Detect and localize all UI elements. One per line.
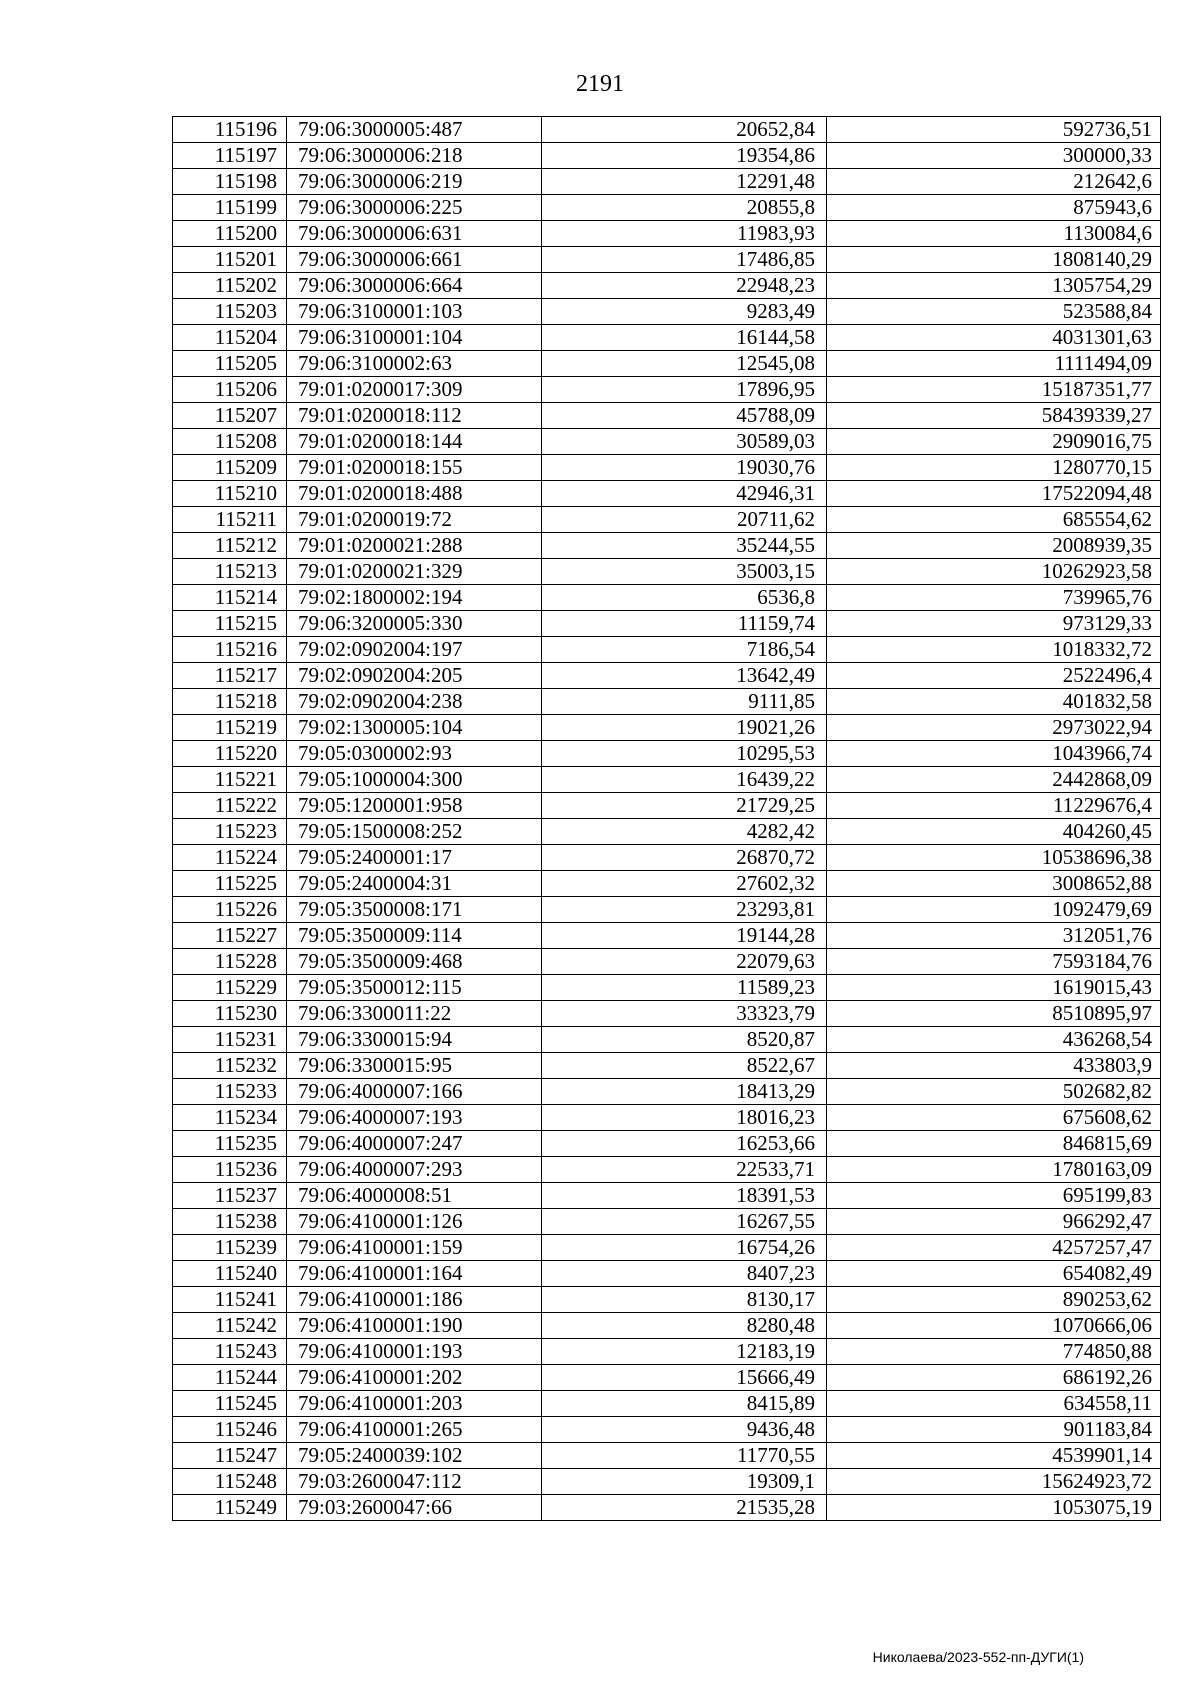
area-cell: 8522,67 <box>542 1053 827 1079</box>
cadastral-number-cell: 79:06:4100001:164 <box>287 1261 542 1287</box>
value-cell: 404260,45 <box>827 819 1161 845</box>
area-cell: 21729,25 <box>542 793 827 819</box>
value-cell: 401832,58 <box>827 689 1161 715</box>
row-number-cell: 115220 <box>173 741 287 767</box>
value-cell: 1092479,69 <box>827 897 1161 923</box>
value-cell: 2522496,4 <box>827 663 1161 689</box>
table-row <box>173 1391 1161 1417</box>
area-cell: 16144,58 <box>542 325 827 351</box>
cadastral-number-cell: 79:06:3300015:94 <box>287 1027 542 1053</box>
table-row <box>173 845 1161 871</box>
value-cell: 1053075,19 <box>827 1495 1161 1521</box>
cadastral-number-cell: 79:06:4100001:193 <box>287 1339 542 1365</box>
area-cell: 13642,49 <box>542 663 827 689</box>
cadastral-number-cell: 79:06:4000007:247 <box>287 1131 542 1157</box>
area-cell: 7186,54 <box>542 637 827 663</box>
area-cell: 8520,87 <box>542 1027 827 1053</box>
table-row <box>173 1443 1161 1469</box>
row-number-cell: 115238 <box>173 1209 287 1235</box>
area-cell: 9436,48 <box>542 1417 827 1443</box>
area-cell: 19354,86 <box>542 143 827 169</box>
cadastral-number-cell: 79:01:0200018:144 <box>287 429 542 455</box>
table-row <box>173 481 1161 507</box>
cadastral-number-cell: 79:05:3500009:468 <box>287 949 542 975</box>
value-cell: 15624923,72 <box>827 1469 1161 1495</box>
value-cell: 966292,47 <box>827 1209 1161 1235</box>
cadastral-number-cell: 79:01:0200018:155 <box>287 455 542 481</box>
table-row <box>173 1053 1161 1079</box>
cadastral-number-cell: 79:05:2400004:31 <box>287 871 542 897</box>
row-number-cell: 115243 <box>173 1339 287 1365</box>
value-cell: 774850,88 <box>827 1339 1161 1365</box>
table-row <box>173 351 1161 377</box>
cadastral-number-cell: 79:06:4000007:166 <box>287 1079 542 1105</box>
table-row <box>173 819 1161 845</box>
table-row <box>173 169 1161 195</box>
value-cell: 502682,82 <box>827 1079 1161 1105</box>
cadastral-number-cell: 79:06:3300011:22 <box>287 1001 542 1027</box>
area-cell: 22948,23 <box>542 273 827 299</box>
row-number-cell: 115204 <box>173 325 287 351</box>
row-number-cell: 115197 <box>173 143 287 169</box>
row-number-cell: 115231 <box>173 1027 287 1053</box>
area-cell: 26870,72 <box>542 845 827 871</box>
area-cell: 20652,84 <box>542 117 827 143</box>
table-row <box>173 1417 1161 1443</box>
table-row <box>173 195 1161 221</box>
value-cell: 1280770,15 <box>827 455 1161 481</box>
cadastral-number-cell: 79:06:3100001:103 <box>287 299 542 325</box>
table-row <box>173 143 1161 169</box>
value-cell: 436268,54 <box>827 1027 1161 1053</box>
cadastral-number-cell: 79:06:4100001:190 <box>287 1313 542 1339</box>
value-cell: 1018332,72 <box>827 637 1161 663</box>
table-row <box>173 585 1161 611</box>
row-number-cell: 115207 <box>173 403 287 429</box>
table-row <box>173 1313 1161 1339</box>
row-number-cell: 115211 <box>173 507 287 533</box>
cadastral-number-cell: 79:06:4100001:126 <box>287 1209 542 1235</box>
cadastral-number-cell: 79:06:3000006:631 <box>287 221 542 247</box>
value-cell: 695199,83 <box>827 1183 1161 1209</box>
area-cell: 19030,76 <box>542 455 827 481</box>
value-cell: 675608,62 <box>827 1105 1161 1131</box>
cadastral-number-cell: 79:05:3500009:114 <box>287 923 542 949</box>
value-cell: 1043966,74 <box>827 741 1161 767</box>
area-cell: 9111,85 <box>542 689 827 715</box>
table-row <box>173 793 1161 819</box>
cadastral-number-cell: 79:05:2400039:102 <box>287 1443 542 1469</box>
row-number-cell: 115247 <box>173 1443 287 1469</box>
row-number-cell: 115232 <box>173 1053 287 1079</box>
row-number-cell: 115227 <box>173 923 287 949</box>
table-row <box>173 403 1161 429</box>
area-cell: 30589,03 <box>542 429 827 455</box>
area-cell: 16439,22 <box>542 767 827 793</box>
row-number-cell: 115210 <box>173 481 287 507</box>
value-cell: 901183,84 <box>827 1417 1161 1443</box>
value-cell: 8510895,97 <box>827 1001 1161 1027</box>
table-row <box>173 273 1161 299</box>
cadastral-number-cell: 79:06:3100002:63 <box>287 351 542 377</box>
row-number-cell: 115237 <box>173 1183 287 1209</box>
cadastral-number-cell: 79:01:0200018:488 <box>287 481 542 507</box>
value-cell: 1070666,06 <box>827 1313 1161 1339</box>
table-row <box>173 897 1161 923</box>
value-cell: 312051,76 <box>827 923 1161 949</box>
row-number-cell: 115229 <box>173 975 287 1001</box>
area-cell: 11159,74 <box>542 611 827 637</box>
table-row <box>173 1183 1161 1209</box>
cadastral-number-cell: 79:01:0200019:72 <box>287 507 542 533</box>
value-cell: 1130084,6 <box>827 221 1161 247</box>
area-cell: 4282,42 <box>542 819 827 845</box>
cadastral-number-cell: 79:06:4100001:203 <box>287 1391 542 1417</box>
row-number-cell: 115240 <box>173 1261 287 1287</box>
area-cell: 17896,95 <box>542 377 827 403</box>
row-number-cell: 115208 <box>173 429 287 455</box>
registry-table-body <box>173 117 1161 1521</box>
row-number-cell: 115205 <box>173 351 287 377</box>
area-cell: 23293,81 <box>542 897 827 923</box>
cadastral-number-cell: 79:05:1200001:958 <box>287 793 542 819</box>
row-number-cell: 115236 <box>173 1157 287 1183</box>
row-number-cell: 115216 <box>173 637 287 663</box>
value-cell: 2909016,75 <box>827 429 1161 455</box>
cadastral-number-cell: 79:05:1000004:300 <box>287 767 542 793</box>
area-cell: 9283,49 <box>542 299 827 325</box>
cadastral-number-cell: 79:06:3000005:487 <box>287 117 542 143</box>
value-cell: 212642,6 <box>827 169 1161 195</box>
table-row <box>173 247 1161 273</box>
cadastral-number-cell: 79:05:2400001:17 <box>287 845 542 871</box>
value-cell: 685554,62 <box>827 507 1161 533</box>
area-cell: 11983,93 <box>542 221 827 247</box>
value-cell: 1305754,29 <box>827 273 1161 299</box>
cadastral-number-cell: 79:02:0902004:205 <box>287 663 542 689</box>
table-row <box>173 1469 1161 1495</box>
table-row <box>173 559 1161 585</box>
page-number: 2191 <box>576 71 624 97</box>
row-number-cell: 115223 <box>173 819 287 845</box>
value-cell: 10262923,58 <box>827 559 1161 585</box>
value-cell: 973129,33 <box>827 611 1161 637</box>
cadastral-number-cell: 79:02:1300005:104 <box>287 715 542 741</box>
table-row <box>173 1235 1161 1261</box>
cadastral-number-cell: 79:06:3000006:218 <box>287 143 542 169</box>
area-cell: 8280,48 <box>542 1313 827 1339</box>
row-number-cell: 115226 <box>173 897 287 923</box>
value-cell: 2973022,94 <box>827 715 1161 741</box>
area-cell: 11770,55 <box>542 1443 827 1469</box>
cadastral-number-cell: 79:06:3000006:219 <box>287 169 542 195</box>
cadastral-number-cell: 79:03:2600047:66 <box>287 1495 542 1521</box>
row-number-cell: 115224 <box>173 845 287 871</box>
table-row <box>173 1027 1161 1053</box>
table-row <box>173 1339 1161 1365</box>
cadastral-number-cell: 79:05:0300002:93 <box>287 741 542 767</box>
table-row <box>173 1287 1161 1313</box>
table-row <box>173 1105 1161 1131</box>
row-number-cell: 115248 <box>173 1469 287 1495</box>
value-cell: 634558,11 <box>827 1391 1161 1417</box>
value-cell: 4257257,47 <box>827 1235 1161 1261</box>
row-number-cell: 115212 <box>173 533 287 559</box>
value-cell: 10538696,38 <box>827 845 1161 871</box>
row-number-cell: 115203 <box>173 299 287 325</box>
row-number-cell: 115249 <box>173 1495 287 1521</box>
cadastral-number-cell: 79:06:4100001:186 <box>287 1287 542 1313</box>
value-cell: 433803,9 <box>827 1053 1161 1079</box>
cadastral-number-cell: 79:06:4000007:193 <box>287 1105 542 1131</box>
area-cell: 12183,19 <box>542 1339 827 1365</box>
row-number-cell: 115246 <box>173 1417 287 1443</box>
area-cell: 11589,23 <box>542 975 827 1001</box>
table-row <box>173 1001 1161 1027</box>
table-row <box>173 1261 1161 1287</box>
table-row <box>173 117 1161 143</box>
table-row <box>173 325 1161 351</box>
row-number-cell: 115245 <box>173 1391 287 1417</box>
row-number-cell: 115199 <box>173 195 287 221</box>
cadastral-number-cell: 79:02:0902004:238 <box>287 689 542 715</box>
cadastral-number-cell: 79:05:1500008:252 <box>287 819 542 845</box>
row-number-cell: 115244 <box>173 1365 287 1391</box>
row-number-cell: 115233 <box>173 1079 287 1105</box>
row-number-cell: 115219 <box>173 715 287 741</box>
cadastral-number-cell: 79:05:3500008:171 <box>287 897 542 923</box>
area-cell: 19021,26 <box>542 715 827 741</box>
area-cell: 18016,23 <box>542 1105 827 1131</box>
value-cell: 1780163,09 <box>827 1157 1161 1183</box>
area-cell: 33323,79 <box>542 1001 827 1027</box>
table-row <box>173 1209 1161 1235</box>
area-cell: 19144,28 <box>542 923 827 949</box>
row-number-cell: 115221 <box>173 767 287 793</box>
row-number-cell: 115242 <box>173 1313 287 1339</box>
area-cell: 16267,55 <box>542 1209 827 1235</box>
area-cell: 6536,8 <box>542 585 827 611</box>
table-row <box>173 507 1161 533</box>
table-row <box>173 715 1161 741</box>
row-number-cell: 115228 <box>173 949 287 975</box>
value-cell: 890253,62 <box>827 1287 1161 1313</box>
table-row <box>173 429 1161 455</box>
area-cell: 12545,08 <box>542 351 827 377</box>
area-cell: 16754,26 <box>542 1235 827 1261</box>
row-number-cell: 115222 <box>173 793 287 819</box>
value-cell: 2008939,35 <box>827 533 1161 559</box>
table-row <box>173 975 1161 1001</box>
area-cell: 10295,53 <box>542 741 827 767</box>
row-number-cell: 115239 <box>173 1235 287 1261</box>
area-cell: 8407,23 <box>542 1261 827 1287</box>
area-cell: 35003,15 <box>542 559 827 585</box>
row-number-cell: 115217 <box>173 663 287 689</box>
table-row <box>173 1157 1161 1183</box>
row-number-cell: 115200 <box>173 221 287 247</box>
table-row <box>173 741 1161 767</box>
area-cell: 17486,85 <box>542 247 827 273</box>
value-cell: 7593184,76 <box>827 949 1161 975</box>
row-number-cell: 115206 <box>173 377 287 403</box>
table-row <box>173 299 1161 325</box>
table-row <box>173 221 1161 247</box>
row-number-cell: 115235 <box>173 1131 287 1157</box>
row-number-cell: 115214 <box>173 585 287 611</box>
table-row <box>173 1495 1161 1521</box>
value-cell: 3008652,88 <box>827 871 1161 897</box>
row-number-cell: 115234 <box>173 1105 287 1131</box>
area-cell: 19309,1 <box>542 1469 827 1495</box>
area-cell: 18413,29 <box>542 1079 827 1105</box>
registry-table <box>172 116 1161 1521</box>
value-cell: 739965,76 <box>827 585 1161 611</box>
row-number-cell: 115209 <box>173 455 287 481</box>
row-number-cell: 115213 <box>173 559 287 585</box>
row-number-cell: 115196 <box>173 117 287 143</box>
value-cell: 654082,49 <box>827 1261 1161 1287</box>
table-row <box>173 637 1161 663</box>
area-cell: 27602,32 <box>542 871 827 897</box>
table-row <box>173 377 1161 403</box>
area-cell: 20711,62 <box>542 507 827 533</box>
value-cell: 846815,69 <box>827 1131 1161 1157</box>
value-cell: 11229676,4 <box>827 793 1161 819</box>
table-row <box>173 455 1161 481</box>
row-number-cell: 115230 <box>173 1001 287 1027</box>
cadastral-number-cell: 79:06:4000007:293 <box>287 1157 542 1183</box>
area-cell: 21535,28 <box>542 1495 827 1521</box>
area-cell: 12291,48 <box>542 169 827 195</box>
value-cell: 875943,6 <box>827 195 1161 221</box>
value-cell: 58439339,27 <box>827 403 1161 429</box>
footer-document-code: Николаева/2023-552-пп-ДУГИ(1) <box>872 1649 1084 1665</box>
cadastral-number-cell: 79:01:0200017:309 <box>287 377 542 403</box>
row-number-cell: 115225 <box>173 871 287 897</box>
cadastral-number-cell: 79:06:4100001:202 <box>287 1365 542 1391</box>
area-cell: 35244,55 <box>542 533 827 559</box>
cadastral-number-cell: 79:06:3200005:330 <box>287 611 542 637</box>
table-row <box>173 1079 1161 1105</box>
area-cell: 42946,31 <box>542 481 827 507</box>
table-row <box>173 689 1161 715</box>
area-cell: 45788,09 <box>542 403 827 429</box>
table-row <box>173 1131 1161 1157</box>
table-row <box>173 871 1161 897</box>
cadastral-number-cell: 79:01:0200021:288 <box>287 533 542 559</box>
cadastral-number-cell: 79:06:3000006:661 <box>287 247 542 273</box>
table-row <box>173 663 1161 689</box>
area-cell: 15666,49 <box>542 1365 827 1391</box>
row-number-cell: 115218 <box>173 689 287 715</box>
cadastral-number-cell: 79:06:4000008:51 <box>287 1183 542 1209</box>
area-cell: 22079,63 <box>542 949 827 975</box>
value-cell: 523588,84 <box>827 299 1161 325</box>
value-cell: 15187351,77 <box>827 377 1161 403</box>
area-cell: 22533,71 <box>542 1157 827 1183</box>
cadastral-number-cell: 79:06:3100001:104 <box>287 325 542 351</box>
area-cell: 8415,89 <box>542 1391 827 1417</box>
table-row <box>173 1365 1161 1391</box>
row-number-cell: 115198 <box>173 169 287 195</box>
value-cell: 686192,26 <box>827 1365 1161 1391</box>
cadastral-number-cell: 79:03:2600047:112 <box>287 1469 542 1495</box>
row-number-cell: 115241 <box>173 1287 287 1313</box>
cadastral-number-cell: 79:06:3000006:664 <box>287 273 542 299</box>
table-row <box>173 533 1161 559</box>
cadastral-number-cell: 79:01:0200018:112 <box>287 403 542 429</box>
cadastral-number-cell: 79:06:3000006:225 <box>287 195 542 221</box>
table-row <box>173 949 1161 975</box>
value-cell: 17522094,48 <box>827 481 1161 507</box>
cadastral-number-cell: 79:05:3500012:115 <box>287 975 542 1001</box>
row-number-cell: 115202 <box>173 273 287 299</box>
row-number-cell: 115215 <box>173 611 287 637</box>
cadastral-number-cell: 79:06:4100001:265 <box>287 1417 542 1443</box>
cadastral-number-cell: 79:06:4100001:159 <box>287 1235 542 1261</box>
value-cell: 300000,33 <box>827 143 1161 169</box>
row-number-cell: 115201 <box>173 247 287 273</box>
area-cell: 20855,8 <box>542 195 827 221</box>
cadastral-number-cell: 79:02:0902004:197 <box>287 637 542 663</box>
value-cell: 1619015,43 <box>827 975 1161 1001</box>
value-cell: 2442868,09 <box>827 767 1161 793</box>
area-cell: 16253,66 <box>542 1131 827 1157</box>
value-cell: 4031301,63 <box>827 325 1161 351</box>
value-cell: 4539901,14 <box>827 1443 1161 1469</box>
cadastral-number-cell: 79:06:3300015:95 <box>287 1053 542 1079</box>
value-cell: 1808140,29 <box>827 247 1161 273</box>
value-cell: 592736,51 <box>827 117 1161 143</box>
value-cell: 1111494,09 <box>827 351 1161 377</box>
cadastral-number-cell: 79:02:1800002:194 <box>287 585 542 611</box>
cadastral-number-cell: 79:01:0200021:329 <box>287 559 542 585</box>
area-cell: 18391,53 <box>542 1183 827 1209</box>
table-row <box>173 611 1161 637</box>
area-cell: 8130,17 <box>542 1287 827 1313</box>
table-row <box>173 767 1161 793</box>
table-row <box>173 923 1161 949</box>
